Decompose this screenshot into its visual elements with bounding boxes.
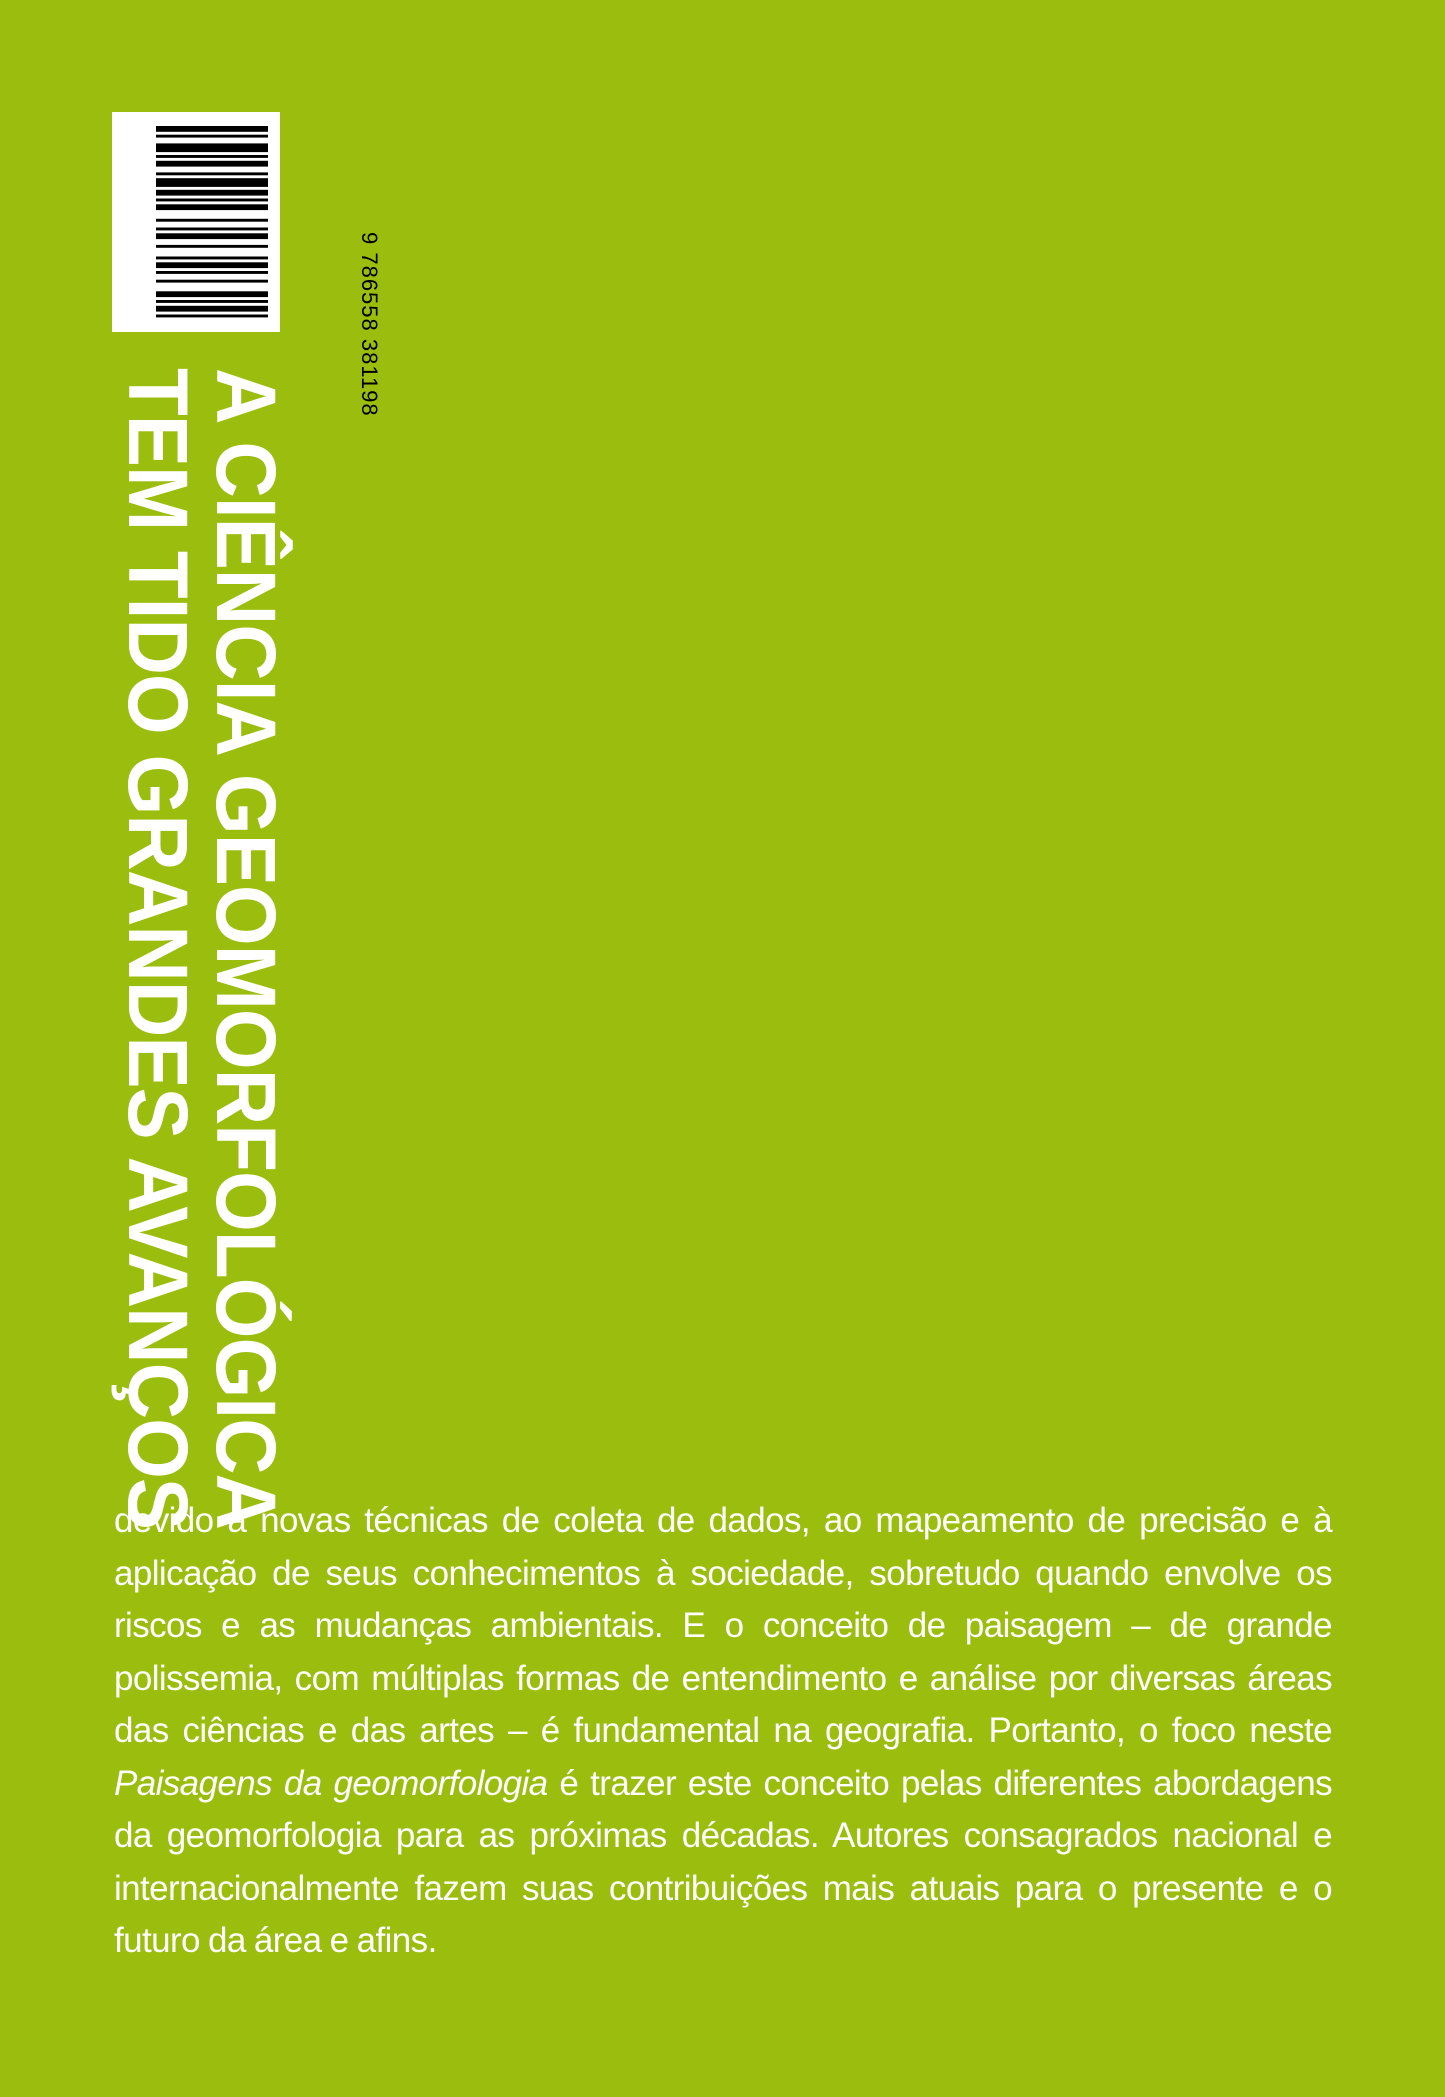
barcode-bar [156, 271, 268, 274]
barcode-bar [156, 233, 268, 239]
barcode-bar [156, 135, 268, 138]
barcode-bar [156, 315, 268, 318]
barcode-bar [156, 161, 268, 167]
barcode-bar [156, 280, 268, 283]
barcode-bar [156, 262, 268, 268]
synopsis-paragraph [114, 1495, 1332, 1968]
barcode-bar [156, 291, 268, 297]
headline [111, 368, 293, 1530]
synopsis-part-1: devido a novas técnicas de coleta de dados, ao mapeamento de precisão e à aplicação de seus conhecimentos à sociedade, sobretudo quando envolve os riscos e as mudanças ambientais. E o conceito de paisagem – de grande polissemia, com múltiplas formas de entendimento e análise por diversas áreas das ciências e das artes – é fundamental na geografia. Portanto, o foco neste [114, 1501, 1332, 1750]
barcode-bar [156, 178, 268, 187]
isbn-digits: 9 786558 381198 [357, 232, 382, 417]
barcode-bar [156, 306, 268, 312]
barcode-bar [156, 204, 268, 210]
barcode-bar [156, 219, 268, 222]
barcode-bar [156, 143, 268, 152]
barcode-bar [156, 228, 268, 231]
headline-line-2: TEM TIDO GRANDES AVANÇOS [111, 368, 205, 1530]
headline-line-1: A CIÊNCIA GEOMORFOLÓGICA [199, 368, 293, 1530]
synopsis-part-2: é trazer este conceito pelas diferentes abordagens da geomorfologia para as próximas décadas. Autores consagrados nacional e internacionalmente fazem suas contribuições mais atuais para o presente e o futuro da área e afins. [114, 1763, 1332, 1960]
barcode-bar [156, 300, 268, 303]
barcode-bar [156, 199, 268, 202]
isbn-barcode [112, 112, 382, 417]
barcode-bar [156, 172, 268, 175]
barcode-bar [156, 257, 268, 260]
barcode-bars [112, 112, 280, 332]
barcode-bar [156, 155, 268, 158]
barcode-bar [156, 190, 268, 196]
barcode-bar [156, 126, 268, 132]
book-title-italic: Paisagens da geomorfologia [114, 1763, 548, 1803]
barcode-bar [156, 245, 268, 248]
